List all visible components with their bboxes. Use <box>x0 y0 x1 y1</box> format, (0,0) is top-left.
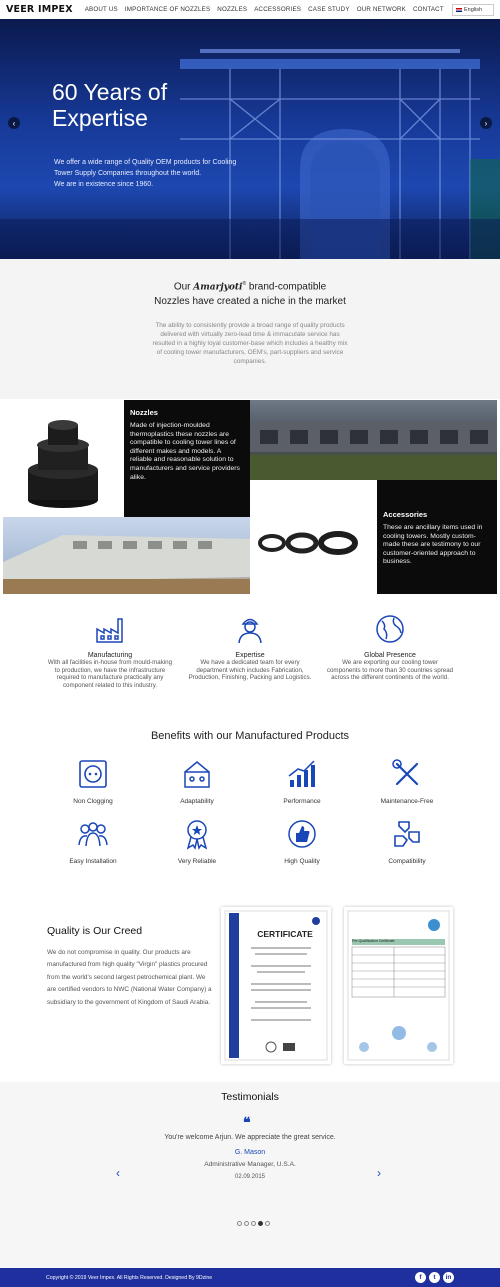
twitter-icon[interactable]: t <box>429 1272 440 1283</box>
cooling-tower-photo-2 <box>3 517 250 594</box>
nav-importance-of-nozzles[interactable]: IMPORTANCE OF NOZZLES <box>124 6 211 13</box>
feature-manufacturing-desc: With all facilities in-house from mould-making to production, we have the infrastructure required to manufacture practically any component related to this industry. <box>47 659 173 689</box>
footer <box>0 1268 500 1287</box>
language-label: English <box>464 6 483 13</box>
pagination-dot[interactable] <box>265 1221 270 1226</box>
feature-global-presence <box>325 613 455 682</box>
benefit-compatibility <box>352 818 462 865</box>
nwc-prequalification-certificate-image[interactable] <box>344 907 453 1064</box>
benefit-maintenance-free <box>352 758 462 805</box>
brand-logo[interactable]: VEER IMPEX <box>6 4 73 15</box>
cooling-tower-photo-1 <box>250 400 497 480</box>
intro-heading-post: brand-compatible <box>248 281 327 293</box>
benefit-non-clogging <box>38 758 148 805</box>
nav-accessories[interactable]: ACCESSORIES <box>254 6 302 13</box>
iso-certificate-image[interactable] <box>221 907 331 1064</box>
accessories-title[interactable]: Accessories <box>383 510 428 519</box>
benefit-label: Non Clogging <box>73 798 113 805</box>
feature-expertise-desc: We have a dedicated team for every department which includes Fabrication, Production, Finishing, Packing and Logistics. <box>188 659 312 682</box>
nav-nozzles[interactable]: NOZZLES <box>217 6 248 13</box>
benefit-adaptability <box>142 758 252 805</box>
nav-contact[interactable]: CONTACT <box>412 6 444 13</box>
intro-heading-pre: Our <box>173 281 191 293</box>
intro-heading-line2: Nozzles have created a niche in the market <box>154 296 346 307</box>
benefit-performance <box>247 758 357 805</box>
team-building-icon <box>181 758 213 790</box>
testimonial-role: Administrative Manager, U.S.A. <box>204 1161 296 1168</box>
social-links <box>415 1272 454 1283</box>
nozzle-product-image <box>3 400 124 517</box>
cooling-tower-illustration <box>0 19 500 259</box>
hero-prev-button[interactable]: ‹ <box>8 117 20 129</box>
quality-title: Quality is Our Creed <box>47 925 143 937</box>
testimonial-author: G. Mason <box>234 1149 266 1156</box>
quality-body: We do not compromise in quality. Our products are manufactured from high quality "Virgin" plastics procured from the world's second largest petrochemical plant. We are certified vendors to NWC (National Water Company) a subsidiary to the government of Kingdom of Saudi Arabia. <box>47 949 212 1006</box>
feature-global-title: Global Presence <box>364 652 416 659</box>
feature-expertise <box>185 613 315 682</box>
hero-slider <box>0 19 500 259</box>
factory-icon <box>94 613 126 645</box>
hero-next-button[interactable]: › <box>480 117 492 129</box>
benefit-very-reliable <box>142 818 252 865</box>
uk-flag-icon <box>456 8 462 12</box>
workers-group-icon <box>77 818 109 850</box>
accessories-description: These are ancillary items used in cooling towers. Mostly custom-made these are testimony to our customer-oriented approach to business. <box>383 524 483 566</box>
testimonial-pagination <box>237 1221 270 1226</box>
testimonial-quote: You're welcome Arjun. We appreciate the great service. <box>164 1134 336 1141</box>
feature-manufacturing-title: Manufacturing <box>87 652 133 659</box>
nozzles-description: Made of injection-moulded thermoplastics these nozzles are compatible to cooling tower lines of different makes and models. A reliable and reasonable solution to manufacturers and service providers alike. <box>130 422 240 481</box>
benefits-title: Benefits with our Manufactured Products <box>150 730 350 742</box>
pagination-dot[interactable] <box>237 1221 242 1226</box>
testimonial-next-arrow[interactable]: › <box>377 1166 381 1180</box>
main-menu <box>85 6 444 13</box>
facebook-icon[interactable]: f <box>415 1272 426 1283</box>
benefit-label: Compatibility <box>388 858 426 865</box>
linkedin-icon[interactable]: in <box>443 1272 454 1283</box>
pagination-dot-active[interactable] <box>258 1221 263 1226</box>
accessories-info-panel <box>377 480 497 594</box>
thumbs-up-badge-icon <box>286 818 318 850</box>
globe-icon <box>374 613 406 645</box>
testimonials-section <box>0 1082 500 1268</box>
benefit-label: Adaptability <box>180 798 214 805</box>
quote-icon: ❝ <box>243 1114 251 1130</box>
socket-icon <box>77 758 109 790</box>
pagination-dot[interactable] <box>244 1221 249 1226</box>
intro-section <box>0 259 500 399</box>
certificate-2-heading: Pre-Qualification Certificate <box>352 939 395 943</box>
feature-expertise-title: Expertise <box>235 652 265 659</box>
nav-our-network[interactable]: OUR NETWORK <box>356 6 406 13</box>
benefit-label: High Quality <box>284 858 320 865</box>
hero-text-line1: We offer a wide range of Quality OEM products for Cooling <box>54 159 237 166</box>
testimonial-date: 02.09.2015 <box>234 1174 266 1180</box>
certificate-heading: CERTIFICATE <box>257 929 313 939</box>
benefit-label: Very Reliable <box>177 858 217 865</box>
pagination-dot[interactable] <box>251 1221 256 1226</box>
intro-body: The ability to consistently provide a broad range of quality products delivered with virtually zero-lead time & immaculate service has resulted in a highly loyal customer-base which includes a healthy mix of cooling tower manufacturers, OEM's, part-suppliers and service companies. <box>152 322 348 365</box>
benefit-easy-installation <box>38 818 148 865</box>
testimonial-prev-arrow[interactable]: ‹ <box>116 1166 120 1180</box>
feature-manufacturing <box>45 613 175 689</box>
award-badge-icon <box>181 818 213 850</box>
top-navbar <box>0 0 500 19</box>
amarjyoti-logo: Amarjyoti <box>193 282 243 293</box>
nozzles-title[interactable]: Nozzles <box>130 408 158 417</box>
engineer-icon <box>234 613 266 645</box>
accessories-product-image <box>250 480 377 594</box>
testimonials-title: Testimonials <box>221 1091 279 1103</box>
benefit-label: Easy Installation <box>69 858 117 865</box>
nav-case-study[interactable]: CASE STUDY <box>308 6 350 13</box>
benefit-label: Maintenance-Free <box>380 798 434 805</box>
intro-heading-line1: Our Amarjyoti® brand-compatible <box>173 281 327 293</box>
hero-text-line3: We are in existence since 1960. <box>54 181 154 188</box>
benefit-label: Performance <box>283 798 321 805</box>
hero-title <box>52 79 272 131</box>
puzzle-pieces-icon <box>391 818 423 850</box>
hero-title-line1: 60 Years of <box>52 79 168 105</box>
hero-text-line2: Tower Supply Companies throughout the world. <box>54 170 202 177</box>
nav-about-us[interactable]: ABOUT US <box>84 6 118 13</box>
hero-title-line2: Expertise <box>52 105 148 131</box>
copyright-text: Copyright © 2019 Veer Impex. All Rights Reserved. Designed By 9Dzine <box>46 1274 213 1281</box>
growth-chart-icon <box>286 758 318 790</box>
wrench-screwdriver-icon <box>391 758 423 790</box>
feature-global-desc: We are exporting our cooling tower components to more than 30 countries spread across the different continents of the world. <box>326 659 454 682</box>
benefit-high-quality <box>247 818 357 865</box>
language-select[interactable] <box>452 4 494 16</box>
nozzles-info-panel <box>124 400 250 517</box>
hero-text <box>54 157 264 190</box>
